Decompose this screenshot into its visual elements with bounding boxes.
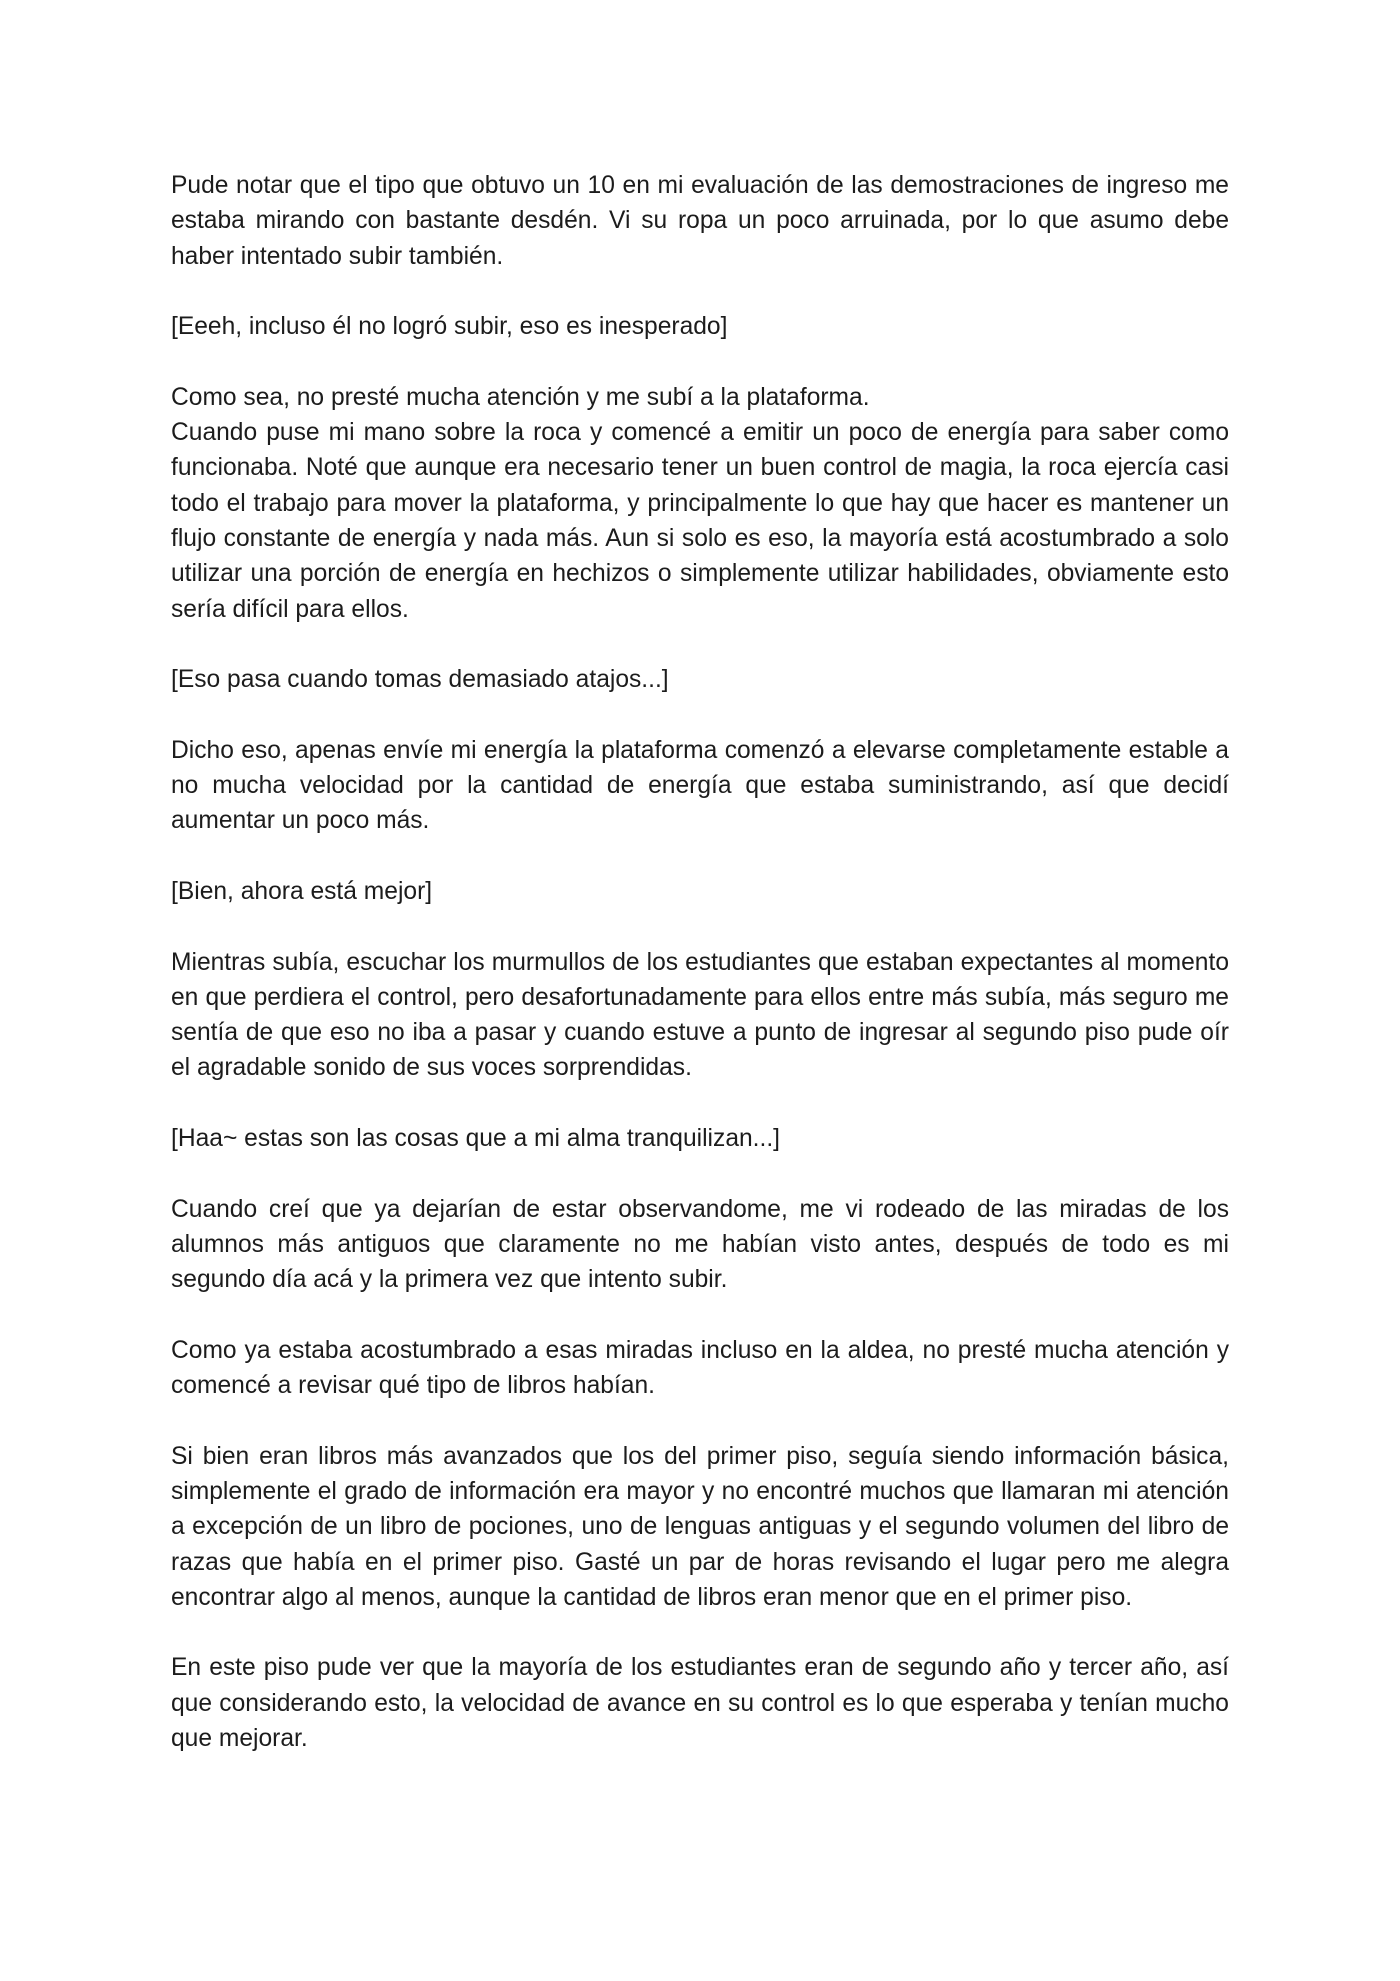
- paragraph: Mientras subía, escuchar los murmullos de los estudiantes que estaban expectantes al momento en que perdiera el control, pero desafortunadamente para ellos entre más subía, más seguro me sentía de que eso no iba a pasar y cuando estuve a punto de ingresar al segundo piso pude oír el agradable sonido de sus voces sorprendidas.: [171, 948, 1229, 1082]
- thought-line: [Bien, ahora está mejor]: [171, 877, 433, 905]
- thought-line: [Eso pasa cuando tomas demasiado atajos...]: [171, 666, 669, 694]
- paragraph: Dicho eso, apenas envíe mi energía la plataforma comenzó a elevarse completamente estable a no mucha velocidad por la cantidad de energía que estaba suministrando, así que decidí aumentar un poco más.: [171, 736, 1229, 835]
- paragraph: Como sea, no presté mucha atención y me subí a la plataforma.: [171, 383, 870, 411]
- paragraph: Como ya estaba acostumbrado a esas miradas incluso en la aldea, no presté mucha atención y comencé a revisar qué tipo de libros habían.: [171, 1336, 1229, 1400]
- paragraph: Pude notar que el tipo que obtuvo un 10 en mi evaluación de las demostraciones de ingreso me estaba mirando con bastante desdén. Vi su ropa un poco arruinada, por lo que asumo debe haber intentado subir también.: [171, 172, 1229, 270]
- paragraph: Si bien eran libros más avanzados que los del primer piso, seguía siendo información básica, simplemente el grado de información era mayor y no encontré muchos que llamaran mi atención a excepción de un libro de pociones, uno de lenguas antiguas y el segundo volumen del libro de razas que había en el primer piso. Gasté un par de horas revisando el lugar pero me alegra encontrar algo al menos, aunque la cantidad de libros eran menor que en el primer piso.: [171, 1442, 1229, 1611]
- paragraph: Cuando puse mi mano sobre la roca y comencé a emitir un poco de energía para saber como funcionaba. Noté que aunque era necesario tener un buen control de magia, la roca ejercía casi todo el trabajo para mover la plataforma, y principalmente lo que hay que hacer es mantener un flujo constante de energía y nada más. Aun si solo es eso, la mayoría está acostumbrado a solo utilizar una porción de energía en hechizos o simplemente utilizar habilidades, obviamente esto sería difícil para ellos.: [171, 419, 1229, 623]
- thought-line: [Haa~ estas son las cosas que a mi alma tranquilizan...]: [171, 1125, 781, 1153]
- document-body: [171, 168, 1229, 1756]
- thought-line: [Eeeh, incluso él no logró subir, eso es inesperado]: [171, 313, 728, 341]
- paragraph: En este piso pude ver que la mayoría de los estudiantes eran de segundo año y tercer año, así que considerando esto, la velocidad de avance en su control es lo que esperaba y tenían mucho que mejorar.: [171, 1654, 1229, 1753]
- paragraph: Cuando creí que ya dejarían de estar observandome, me vi rodeado de las miradas de los alumnos más antiguos que claramente no me habían visto antes, después de todo es mi segundo día acá y la primera vez que intento subir.: [171, 1195, 1229, 1294]
